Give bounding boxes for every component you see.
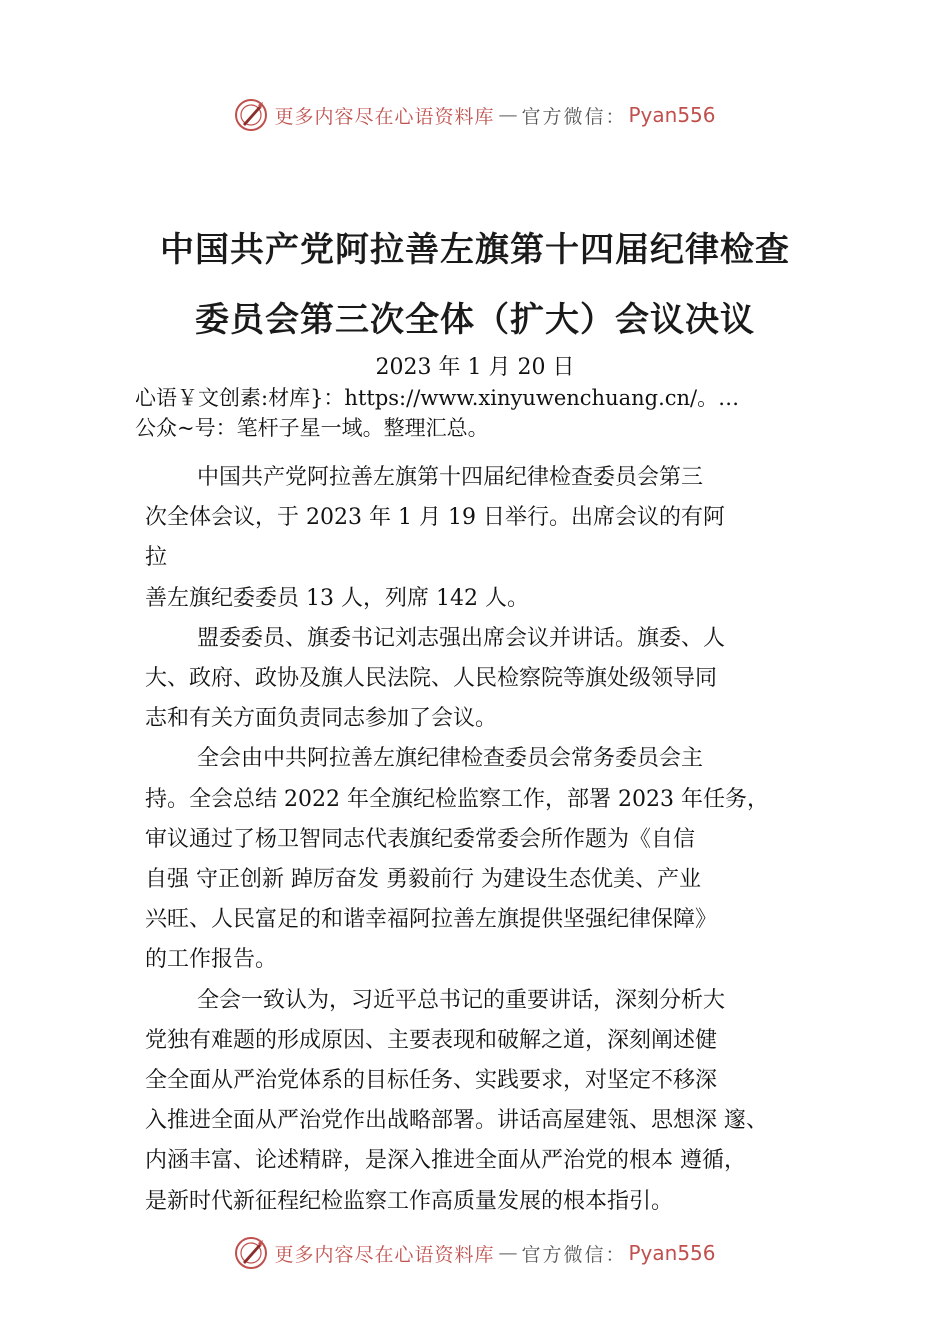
body-line: 的工作报告。 xyxy=(145,947,278,973)
wechat-id: Pyan556 xyxy=(628,103,716,127)
body-line: 全会一致认为，习近平总书记的重要讲话，深刻分析大 xyxy=(197,987,726,1013)
banner-dash: — xyxy=(498,1242,518,1264)
body-line: 审议通过了杨卫智同志代表旗纪委常委会所作题为《自信 xyxy=(145,826,696,852)
body-line: 内涵丰富、论述精辟，是深入推进全面从严治党的根本 遵循， xyxy=(145,1148,746,1174)
wechat-label: 官方微信： xyxy=(521,105,627,128)
body-line: 全会由中共阿拉善左旗纪律检查委员会常务委员会主 xyxy=(197,746,704,772)
banner-dash: — xyxy=(498,104,518,126)
quill-seal-icon xyxy=(234,98,268,132)
site-name-text: 更多内容尽在心语资料库 xyxy=(274,105,495,128)
body-line: 全全面从严治党体系的目标任务、实践要求，对坚定不移深 xyxy=(145,1068,718,1094)
body-line: 持。全会总结 2022 年全旗纪检监察工作，部署 2023 年任务， xyxy=(145,786,769,812)
document-date: 2023 年 1 月 20 日 xyxy=(375,355,575,380)
source-note-line2: 公众~号：笔杆子星一域。整理汇总。 xyxy=(135,416,489,440)
body-line: 自强 守正创新 踔厉奋发 勇毅前行 为建设生态优美、产业 xyxy=(145,867,701,893)
body-line: 拉 xyxy=(145,545,168,571)
body-line: 是新时代新征程纪检监察工作高质量发展的根本指引。 xyxy=(145,1188,674,1214)
body-line: 中国共产党阿拉善左旗第十四届纪律检查委员会第三 xyxy=(197,465,704,490)
header-banner xyxy=(0,95,950,135)
body-line: 兴旺、人民富足的和谐幸福阿拉善左旗提供坚强纪律保障》 xyxy=(145,907,718,933)
body-line: 入推进全面从严治党作出战略部署。讲话高屋建瓴、思想深 邃、 xyxy=(145,1108,768,1134)
site-name-text: 更多内容尽在心语资料库 xyxy=(274,1243,495,1266)
wechat-id: Pyan556 xyxy=(628,1241,716,1265)
source-note-line1: 心语￥文创素:材库}：https://www.xinyuwenchuang.cn/。… xyxy=(135,386,740,410)
wechat-label: 官方微信： xyxy=(521,1243,627,1266)
body-line: 盟委委员、旗委书记刘志强出席会议并讲话。旗委、人 xyxy=(197,625,726,651)
body-line: 大、政府、政协及旗人民法院、人民检察院等旗处级领导同 xyxy=(145,666,718,692)
body-line: 善左旗纪委委员 13 人，列席 142 人。 xyxy=(145,585,529,611)
quill-seal-icon xyxy=(234,1236,268,1270)
body-line: 志和有关方面负责同志参加了会议。 xyxy=(145,706,498,732)
document-body xyxy=(145,458,845,1222)
body-line: 次全体会议，于 2023 年 1 月 19 日举行。出席会议的有阿 xyxy=(145,505,725,531)
footer-banner xyxy=(0,1233,950,1273)
document-title-line2: 委员会第三次全体（扩大）会议决议 xyxy=(195,300,755,340)
body-line: 党独有难题的形成原因、主要表现和破解之道，深刻阐述健 xyxy=(145,1027,718,1053)
document-title-line1: 中国共产党阿拉善左旗第十四届纪律检查 xyxy=(160,230,790,270)
